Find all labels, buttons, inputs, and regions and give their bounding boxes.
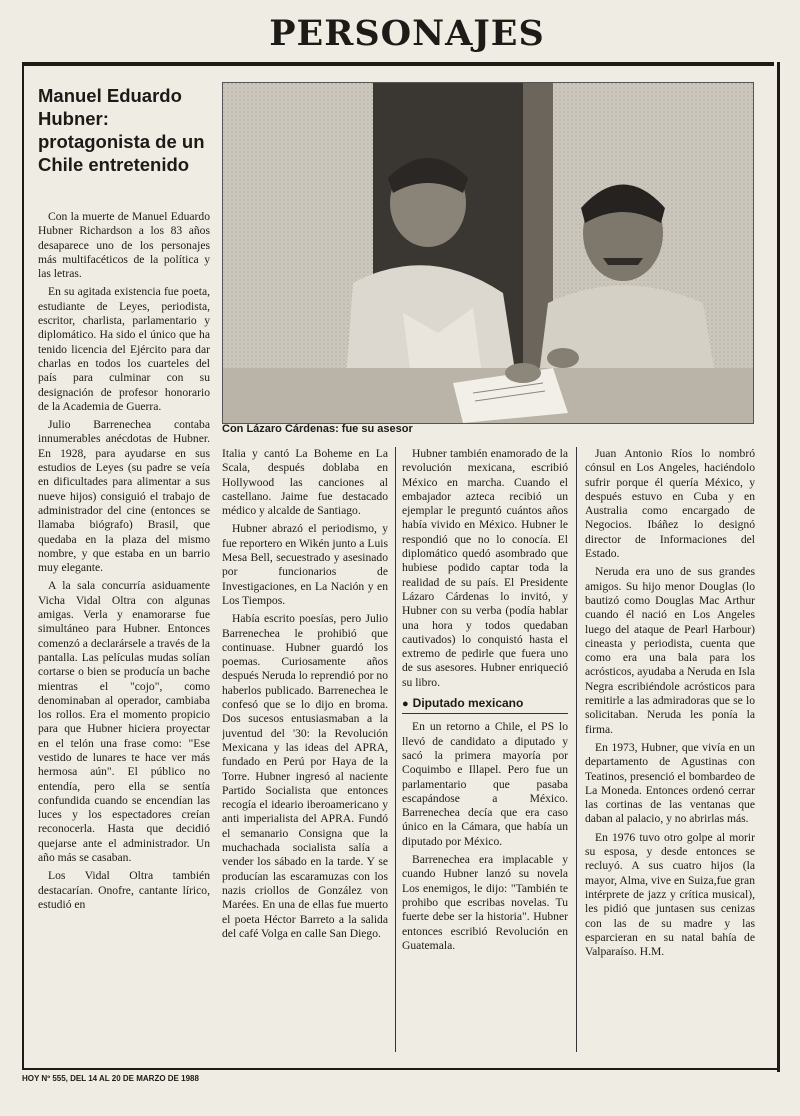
subheading-text: Diputado mexicano bbox=[412, 696, 524, 711]
column-1 bbox=[38, 210, 210, 1060]
page-footer: HOY Nº 555, DEL 14 AL 20 DE MARZO DE 1988 bbox=[22, 1074, 199, 1083]
column-divider bbox=[576, 447, 577, 1052]
paragraph: En 1976 tuvo otro golpe al morir su esposa, y desde entonces se recluyó. A sus cuatro hijos (la mayor, Alma, vive en Suiza,fue gran intérprete de jazz y crítica musical), les pidió que juntasen sus cenizas con las de su madre y las esparcieran en su natal bahía de Valparaíso. H.M. bbox=[585, 830, 755, 959]
subheading bbox=[402, 696, 568, 714]
paragraph: En su agitada existencia fue poeta, estudiante de Leyes, periodista, escritor, charlista, parlamentario y diplomático. Ha sido el único que ha tenido licencia del Ejército para dar charlas en todos los cuarteles del país para culminar con su designación de profesor honorario de la Academia de Guerra. bbox=[38, 285, 210, 413]
left-rule bbox=[22, 62, 24, 1068]
section-title: PERSONAJES bbox=[269, 13, 545, 54]
top-rule bbox=[22, 62, 774, 66]
paragraph: Hubner abrazó el periodismo, y fue reportero en Wikén junto a Luis Mesa Bell, secuestrado y asesinado por funcionarios de Investigaciones, en La Nación y en Los Tiempos. bbox=[222, 522, 388, 607]
column-2 bbox=[222, 447, 388, 1057]
bottom-rule bbox=[22, 1068, 777, 1070]
paragraph: Barrenechea era implacable y cuando Hubner lanzó su novela Los enemigos, le dijo: "También te prohibo que escribas novelas. Tu fuerte debe ser la historia". Hubner entonces escribió Revolución en Guatemala. bbox=[402, 853, 568, 952]
photo-caption: Con Lázaro Cárdenas: fue su asesor bbox=[222, 423, 413, 435]
paragraph: Los Vidal Oltra también destacarían. Onofre, cantante lírico, estudió en bbox=[38, 869, 210, 911]
paragraph: En 1973, Hubner, que vivía en un departamento de Agustinas con Teatinos, presenció el bombardeo de La Moneda. Entonces ordenó cerrar las cortinas de las ventanas que daban al palacio, y no abrirlas más. bbox=[585, 740, 755, 826]
column-divider bbox=[395, 447, 396, 1052]
photo-illustration bbox=[223, 83, 753, 423]
paragraph: Con la muerte de Manuel Eduardo Hubner Richardson a los 83 años desaparece uno de los personajes más multifacéticos de la política y las letras. bbox=[38, 210, 210, 281]
paragraph: Neruda era uno de sus grandes amigos. Su hijo menor Douglas (lo bautizó como Douglas Mac Arthur cuando él nació en Los Angeles luego del ataque de Pearl Harbour) cineasta y periodista, cuenta que como era una bala para los acrósticos, ayudaba a Neruda en Isla Negra escribiéndole acrósticos para remitirle a las admiradoras que se lo solicitaban. Neruda les ponía la firma. bbox=[585, 565, 755, 736]
paragraph: Italia y cantó La Boheme en La Scala, después doblaba en Hollywood las canciones al castellano. Jaime fue destacado médico y alcalde de Santiago. bbox=[222, 447, 388, 518]
paragraph: Julio Barrenechea contaba innumerables anécdotas de Hubner. En 1928, para ayudarse en sus estudios de Leyes (su padre se veía en dificultades para alimentar a sus nueve hijos) consiguió el trabajo de administrador del cine (entonces se llamaba biógrafo) Brasil, que quedaba en la plaza del mismo nombre, y que estaba en un barrio muy elegante. bbox=[38, 418, 210, 575]
paragraph: A la sala concurría asiduamente Vicha Vidal Oltra con algunas amigas. Verla y enamorarse fue simultáneo para Hubner. Entonces comenzó a declarársele a través de la pantalla. Las películas mudas solían cortarse o bien se producía un bache mientras el "cojo", como denominaban al operador, cambiaba los rollos. Era el momento propicio para que Hubner hiciera proyectar en el telón una frase como: "Ese vestido de lunares te hace ver más hermosa aún". El público no entendía, pero ella se sentía confundida cuando se encendían las luces y los espectadores creían reconocerla. Hasta que decidió quejarse ante el administrador. Un año más se casaban. bbox=[38, 579, 210, 865]
photo bbox=[222, 82, 754, 424]
paragraph: En un retorno a Chile, el PS lo llevó de candidato a diputado y sacó la primera mayoría por Coquimbo e Illapel. Pero fue un parlamentario que pasaba escapándose a México. Barrenechea decía que era caso único en la Cámara, que había un diputado por México. bbox=[402, 720, 568, 848]
paragraph: Hubner también enamorado de la revolución mexicana, escribió México en marcha. Cuando el embajador azteca recibió un ejemplar le preguntó cuántos años había vivido en México. Hubner le respondió que no lo conocía. El diplomático quedó asombrado que hubiese podido captar toda la realidad de su país. El Presidente Lázaro Cárdenas lo invitó, y Hubner con su verba (podía hablar una hora y todos quedaban cautivados) lo conquistó hasta el extremo de pedirle que fuera uno de sus asesores. Hubner enriqueció su libro. bbox=[402, 447, 568, 689]
right-rule bbox=[777, 62, 780, 1072]
article-headline: Manuel Eduardo Hubner: protagonista de un Chile entretenido bbox=[38, 85, 205, 175]
paragraph: Juan Antonio Ríos lo nombró cónsul en Los Angeles, haciéndolo sufrir porque él quería México, y después estuvo en Cuba y en Australia como encargado de Negocios. Ibáñez lo designó director de Informaciones del Estado. bbox=[585, 447, 755, 561]
column-4 bbox=[585, 447, 755, 1057]
column-3 bbox=[402, 447, 568, 1057]
bullet-icon: ● bbox=[402, 698, 409, 711]
paragraph: Había escrito poesías, pero Julio Barrenechea le prohibió que continuase. Hubner guardó los poemas. Curiosamente años después Neruda lo reprendió por no haberlos publicado. Barrenechea le confesó que se lo dijo en broma. Dos sucesos entusiasmaban a la juventud del '30: la Revolución Mexicana y las ideas del APRA, fundado en Perú por Haya de la Torre. Hubner ingresó al naciente Partido Socialista que entonces recogía el ideario iberoamericano y anti imperialista del APRA. Fundó el semanario Consigna que la muchachada socialista salía a vender los sábado en la tarde. Y se producían las escaramuzas con los nazis criollos de González von Marées. En una de ellas fue muerto el poeta Héctor Barreto a la salida del café Volga en calle San Diego. bbox=[222, 612, 388, 940]
